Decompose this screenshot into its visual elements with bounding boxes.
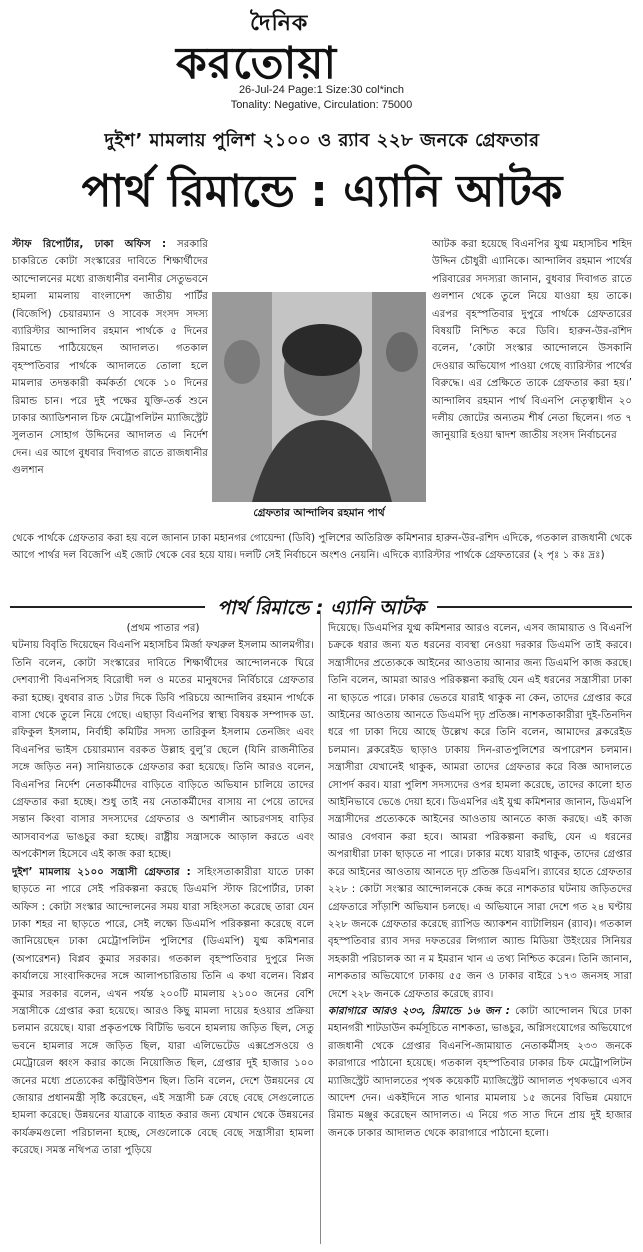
lead-text-bottom2: আগে পার্থর দল বিজেপি এই জোট থেকে বের হয়ে যায়। দলটি সেই নির্বাচনে অংশও নেয়নি। এদিকে ব্যারিস্টার পার্থকে গ্রেফতারের [12,550,531,562]
continued-from-label: (প্রথম পাতার পর) [126,623,200,634]
person-photo-icon [212,292,426,502]
continuation-right-column [328,620,632,1246]
lead-text-col1: সরকারি চাকরিতে কোটা সংস্কারের দাবিতে শিক্ষার্থীদের আন্দোলনের মধ্যে রাজধানীর বনানীর সেতুভবনে হামলা মামলায় বাংলাদেশ জাতীয় পার্টির (বিজেপি) চেয়ারম্যান ও সাবেক সংসদ সদস্য ব্যারিস্টার আন্দালিব রহমান পার্থকে ৫ দিনের রিমান্ডে পাঠিয়েছেন আদালত। গতকাল বৃহস্পতিবার পার্থকে আদালতে তোলা হলে মামলার তদন্তকারী কর্মকর্তা থেকে ১০ দিনের রিমান্ড চান। পরে দুই পক্ষের যুক্তি-তর্ক শুনে ঢাকার অ্যাডিশনাল চিফ মেট্রোপলিটন ম্যাজিস্ট্রেট সুলতান সোহাগ উদ্দিনের আদালত এ নির্দেশ দেন। এর আগে বুধবার দিবাগত রাতে রাজধানীর গুলশান [12,239,208,477]
column-rule [320,612,321,1244]
continuation-right-text2: কোটা আন্দোলন ঘিরে ঢাকা মহানগরী শাটডাউন কর্মসূচিতে নাশকতা, ভাঙচুর, অগ্নিসংযোগের অভিযোগে রাজধানী থেকে গ্রেপ্তার বিএনপি-জামায়াত নেতাকর্মীসহ ২৩৩ জনকে কারাগারে পাঠানো হয়েছে। গতকাল বৃহস্পতিবার ঢাকার চিফ মেট্রোপলিটন ম্যাজিস্ট্রেট আদালতের পৃথক কয়েকটি ম্যাজিস্ট্রেট আদালত পৃথকভাবে এসব আদেশ দেন। একইদিনে সাত থানার মামলায় ১৫ জনের বিভিন্ন মেয়াদে রিমান্ড মঞ্জুর করেছেন আদালত। এ নিয়ে গত সাত দিনে প্রায় দুই হাজার জনকে ঢাকার আদালত থেকে কারাগারে পাঠানো হলো। [328,1005,632,1139]
news-photo [212,292,426,502]
kicker-headline: দুইশ’ মামলায় পুলিশ ২১০০ ও র‌্যাব ২২৮ জনকে গ্রেফতার [104,130,540,151]
continuation-left-text2: সহিংসতাকারীরা যাতে ঢাকা ছাড়তে না পারে সেই পরিকল্পনা করছে ডিএমপি স্টাফ রিপোর্টার, ঢাকা অফিস : কোটা সংস্কার আন্দোলনের সময় যারা সহিংসতা করেছে তারা যেন ঢাকা শহর না ছাড়তে পারে, সেই লক্ষ্যে ডিএমপি পরিকল্পনা করেছে বলে জানিয়েছেন ঢাকা মেট্রোপলিটন পুলিশের (ডিএমপি) যুগ্ম কমিশনার (অপারেশন) বিপ্লব কুমার সরকার। গতকাল বৃহস্পতিবার দুপুরে নিজ কার্যালয়ে সাংবাদিকদের সঙ্গে আলাপচারিতায় তিনি এ কথা বলেন। বিপ্লব কুমার সরকার বলেন, এখন পর্যন্ত ২০০টি মামলায় ২১০০ জনের বেশি সন্ত্রাসীকে গ্রেপ্তার করা হয়েছে। আরও কিছু মামলা দায়ের হওয়ার প্রক্রিয়া চলমান রয়েছে। যারা প্রকৃতপক্ষে বিটিভি ভবনে হামলায় জড়িত ছিল, সেতু ভবনে হামলার সঙ্গে জড়িত ছিল, যারা এলিভেটেড এক্সপ্রেসওয়ে ও মেট্রোরেল ধ্বংস করার কাজে নিয়োজিত ছিল, গ্রেপ্তার দুই হাজার ১০০ জনের মধ্যে প্রত্যেকের কন্ট্রিবিউশন ছিল। তিনি বলেন, দেশে উন্নয়নের যে জোয়ার প্রধানমন্ত্রী সৃষ্টি করেছেন, এই সন্ত্রাসী চক্র বেছে বেছে সেগুলোতে হামলা করেছে। উন্নয়নের যাত্রাকে ব্যাহত করার জন্য যেখান থেকে উন্নয়নের কার্যক্রমগুলো পরিচালনা হচ্ছে, সেগুলোকে বেছে বেছে সন্ত্রাসীরা হামলা করেছে। সমস্ত নথিপত্র তারা পুড়িয়ে [12,866,314,1157]
newspaper-name-small: দৈনিক [250,11,309,36]
lead-bottom-text [12,530,632,584]
lead-column-left [12,236,208,654]
photo-caption: গ্রেফতার আন্দালিব রহমান পার্থ [253,507,385,519]
newspaper-logo: করতোয়া [176,38,338,89]
right-sub-heading: কারাগারে আরও ২৩৩, রিমান্ডে ১৬ জন : [328,1005,510,1017]
left-sub-heading: দুইশ’ মামলায় ২১০০ সন্ত্রাসী গ্রেফতার : [12,866,191,878]
continuation-left-column [12,620,314,1246]
byline: স্টাফ রিপোর্টার, ঢাকা অফিস : [12,239,167,250]
lead-text-col3: আটক করা হয়েছে বিএনপির যুগ্ম মহাসচিব শহিদ উদ্দিন চৌধুরী এ্যানিকে। আন্দালিব রহমান পার্থের পরিবারের সদস্যরা জানান, বুধবার দিবাগত রাতে গুলশান থেকে তুলে নিয়ে যাওয়া হয় তাকে। এরপর বৃহস্পতিবার দুপুরে পার্থকে গ্রেফতারের বিষয়টি নিশ্চিত করে ডিবি। হারুন-উর-রশিদ বলেন, ‘কোটা সংস্কার আন্দোলনে উসকানি দেওয়ার অভিযোগ পাওয়া গেছে ব্যারিস্টার পার্থের বিরুদ্ধে। এর প্রেক্ষিতে তাকে গ্রেফতার করা হয়।’ আন্দালিব রহমান পার্থ বিএনপি নেতৃত্বাধীন ২০ দলীয় জোটের অন্যতম শীর্ষ নেতা ছিলেন। গত ৭ জানুয়ারি হওয়া দ্বাদশ জাতীয় সংসদ নির্বাচনের [432,239,632,442]
lead-text-bottom1: থেকে পার্থকে গ্রেফতার করা হয় বলে জানান ঢাকা মহানগর গোয়েন্দা (ডিবি) পুলিশের অতিরিক্ত কমিশনার হারুন-উর-রশিদ এদিকে, গতকাল রাজধানী থেকে [12,533,632,544]
continuation-left-text: ঘটনায় বিবৃতি দিয়েছেন বিএনপি মহাসচিব মির্জা ফখরুল ইসলাম আলমগীর। তিনি বলেন, কোটা সংস্কারের দাবিতে শিক্ষার্থীদের আন্দোলনকে ঘিরে দেশব্যাপী বিএনপিসহ বিরোধী দল ও মতের মানুষদের নির্বিচারে গ্রেফতার করা হচ্ছে। বুধবার রাত ১টার দিকে ডিবি পরিচয়ে আন্দালিব রহমান পার্থকে বাসা থেকে তুলে নিয়ে গেছে। এছাড়া বিএনপির স্বাস্থ্য বিষয়ক সম্পাদক ডা. রফিকুল ইসলাম, নির্বাহী কমিটির সদস্য তারিকুল ইসলাম তেনজিং এবং বিএনপির ভাইস চেয়ারম্যান বরকত উল্লাহ বুলু’র ছেলে (যিনি রাজনীতির সঙ্গে জড়িত নন) সানিয়াতকে গ্রেফতার করা হয়েছে। তিনি আরও বলেন, বিএনপির নির্দেশ নেতাকর্মীদের বাড়িতে বাড়িতে অভিযান চালিয়ে তাদের গ্রেফতার করা হচ্ছে। শুধু তাই নয় নেতাকর্মীদের বাসায় না পেয়ে তাদের সন্তান কিংবা বাসার সদস্যদের গ্রেফতার ও অশালীন আচরণসহ বাড়ির আসবাবপত্র ভাঙচুর করা হচ্ছে। রাষ্ট্রীয় সন্ত্রাসকে আড়াল করতে এবং অপকৌশল হিসেবে এই কাজ করা হচ্ছে। [12,640,314,861]
continuation-title: পার্থ রিমান্ডে : এ্যানি আটক [205,597,437,619]
lead-column-right [432,236,632,536]
clip-info-line: 26-Jul-24 Page:1 Size:30 col*inch [238,84,405,96]
jump-reference: (২ পৃঃ ১ কঃ দ্রঃ) [533,550,605,562]
clip-tonality-line: Tonality: Negative, Circulation: 75000 [230,99,413,111]
continuation-right-text: দিয়েছে। ডিএমপির যুগ্ম কমিশনার আরও বলেন, এসব জামায়াত ও বিএনপি চক্রকে ধরার জন্য যত ধরনের ব্যবস্থা নেওয়া দরকার ডিএমপি তাই করবে। সন্ত্রাসীদের প্রত্যেককে আইনের আওতায় আনার জন্য ডিএমপি কাজ করছে। তিনি বলেন, আমরা আরও পরিকল্পনা করছি যেন এই ধরনের সন্ত্রাসীরা ঢাকা না ছাড়তে পারে। ঢাকার ভেতরে যারাই থাকুক না কেন, তাদের গ্রেপ্তার করে আইনের আওতায় আনতে ডিএমপি দৃঢ় প্রতিজ্ঞ। নাশকতাকারীরা দুই-তিনদিন ধরে গা ঢাকা দিয়ে আছে উল্লেখ করে তিনি বলেন, আমাদের ব্লকরেইড চলমান। ব্লকরেইড ছাড়াও ঢাকায় দিন-রাতপুলিশের অপারেশন চলমান। সন্ত্রাসীরা যেখানেই থাকুক, আমরা তাদের গ্রেফতার করে বিজ্ঞ আদালতে সোপর্দ করব। যারা পুলিশ সদস্যদের ওপর হামলা করেছে, তাদের কালো হাত আইনিভাবে ভেঙে দেয়া হবে। ডিএমপির এই যুগ্ম কমিশনার জানান, ডিএমপি সন্ত্রাসীদের প্রত্যেককে আইনের আওতায় আনতে কাজ করছে। এই কাজ আরও বেগবান করা হবে। আমরা পরিকল্পনা করছি, যেন এ ধরনের অপরাধীরা ঢাকা ছাড়তে না পারে। ঢাকার মধ্যে যারাই থাকুক, তাদের গ্রেপ্তার করে আইনের আওতায় আনতে দৃঢ় প্রতিজ্ঞ ডিএমপি। র‌্যাবের হাতে গ্রেফতার ২২৮ : কোটা সংস্কার আন্দোলনকে কেন্দ্র করে নাশকতার ঘটনায় জড়িতদের গ্রেফতারে সাঁড়াশি অভিযান চলছে। এ অভিযানে সারা দেশে গত ২৪ ঘণ্টায় ২২৮ জনকে গ্রেফতার করেছে র‌্যাপিড অ্যাকশন ব্যাটালিয়ন (র‌্যাব)। গতকাল বৃহস্পতিবার র‌্যাব সদর দফতরের লিগ্যাল অ্যান্ড মিডিয়া উইংয়ের সিনিয়র সহকারী পরিচালক আ ন ম ইমরান খান এ তথ্য নিশ্চিত করেন। তিনি জানান, নাশকতার অভিযোগে ঢাকায় ৫৫ জন ও ঢাকার বাইরে ১৭৩ জনসহ সারা দেশে ২২৮ জনকে গ্রেফতার করেছে র‌্যাব। [328,623,632,1000]
masthead [0,0,643,125]
main-headline: পার্থ রিমান্ডে : এ্যানি আটক [81,166,563,217]
